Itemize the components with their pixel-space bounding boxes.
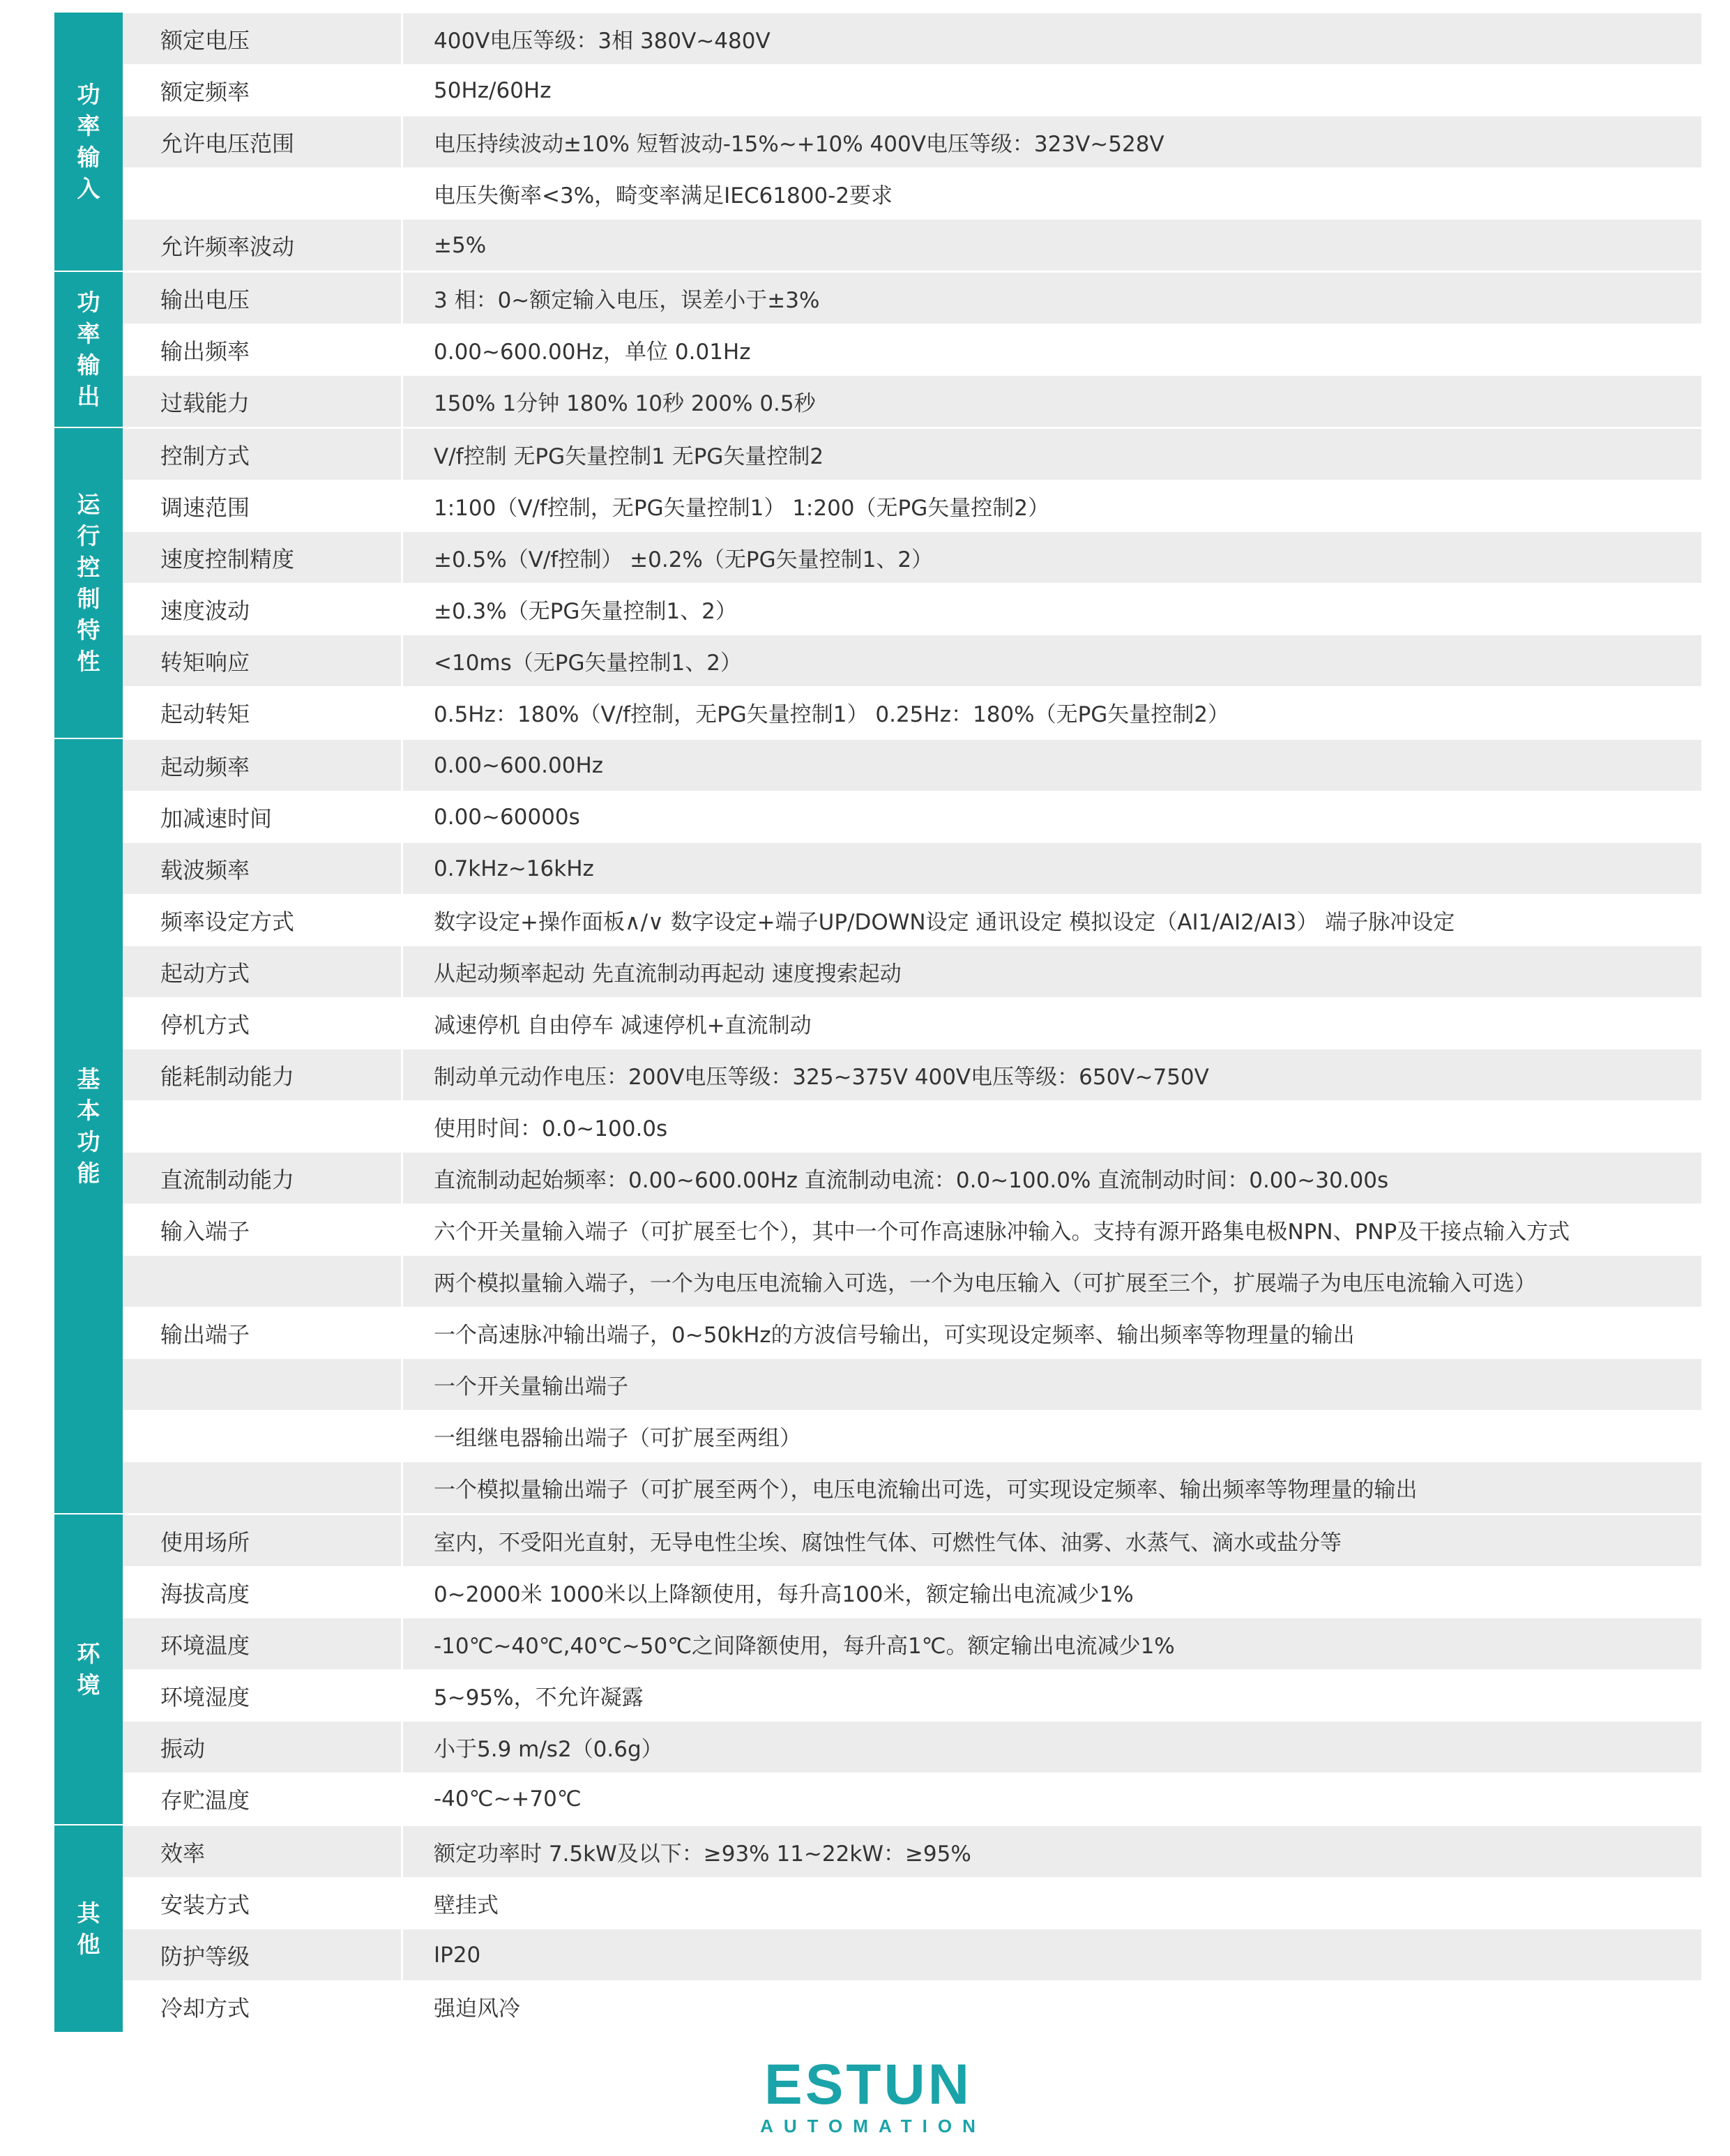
param-value: ±0.3%（无PG矢量控制1、2）: [434, 599, 737, 624]
spec-row: [123, 997, 1701, 1049]
param-name: [123, 1411, 403, 1462]
spec-row: [123, 1772, 1701, 1824]
param-value: -40℃~+70℃: [434, 1786, 582, 1812]
param-value: 电压持续波动±10% 短暂波动-15%~+10% 400V电压等级：323V~528V: [434, 132, 1164, 157]
param-name: 能耗制动能力: [123, 1049, 403, 1100]
param-value: 一个高速脉冲输出端子，0~50kHz的方波信号输出，可实现设定频率、输出频率等物理量的输出: [434, 1323, 1355, 1348]
spec-row: [123, 1255, 1701, 1307]
spec-row: [123, 1462, 1701, 1513]
param-name: 振动: [123, 1722, 403, 1772]
section-label-text: 功率输入: [77, 81, 100, 202]
spec-row: [123, 428, 1701, 480]
spec-section: [54, 739, 1701, 1514]
param-name: 控制方式: [123, 429, 403, 480]
spec-row: [123, 583, 1701, 635]
param-name: 输出电压: [123, 273, 403, 324]
param-name: 环境温度: [123, 1618, 403, 1669]
spec-row: [123, 894, 1701, 946]
spec-table: [54, 13, 1701, 2033]
section-label-text: 基本功能: [77, 1065, 100, 1187]
spec-row: [123, 1877, 1701, 1929]
section-label-text: 其他: [77, 1899, 100, 1958]
spec-row: [123, 1410, 1701, 1462]
spec-row: [123, 375, 1701, 427]
estun-logo: [750, 2053, 987, 2137]
section-label: [54, 1514, 123, 1824]
param-name: 直流制动能力: [123, 1153, 403, 1204]
spec-row: [123, 1100, 1701, 1152]
spec-row: [123, 1825, 1701, 1877]
param-value: 小于5.9 m/s2（0.6g）: [434, 1737, 663, 1762]
param-value: 1:100（V/f控制，无PG矢量控制1） 1:200（无PG矢量控制2）: [434, 496, 1049, 521]
param-value: 400V电压等级：3相 380V~480V: [434, 29, 771, 54]
param-value: 一个模拟量输出端子（可扩展至两个），电压电流输出可选，可实现设定频率、输出频率等物理量的输出: [434, 1478, 1418, 1503]
spec-row: [123, 480, 1701, 531]
param-name: 环境湿度: [123, 1670, 403, 1721]
param-name: 安装方式: [123, 1878, 403, 1929]
param-value: 0.5Hz：180%（V/f控制，无PG矢量控制1） 0.25Hz：180%（无PG矢量控制2）: [434, 702, 1230, 727]
spec-row: [123, 167, 1701, 219]
param-name: 输入端子: [123, 1204, 403, 1255]
param-name: 防护等级: [123, 1929, 403, 1980]
spec-row: [123, 842, 1701, 894]
spec-row: [123, 324, 1701, 375]
param-value: -10℃~40℃,40℃~50℃之间降额使用，每升高1℃。额定输出电流减少1%: [434, 1634, 1175, 1659]
section-label: [54, 1825, 123, 2032]
param-name: 加减速时间: [123, 791, 403, 842]
param-name: [123, 1359, 403, 1410]
section-label-text: 运行控制特性: [77, 491, 100, 675]
param-name: 允许频率波动: [123, 220, 403, 271]
param-value: ±5%: [434, 232, 487, 258]
param-name: 速度波动: [123, 584, 403, 635]
spec-row: [123, 739, 1701, 791]
spec-section: [54, 428, 1701, 739]
param-name: 额定电压: [123, 13, 403, 64]
param-name: 起动方式: [123, 946, 403, 997]
param-name: 频率设定方式: [123, 895, 403, 946]
param-name: 输出端子: [123, 1307, 403, 1358]
param-value: 150% 1分钟 180% 10秒 200% 0.5秒: [434, 391, 816, 416]
spec-row: [123, 1358, 1701, 1410]
param-value: 0.00~60000s: [434, 804, 580, 830]
param-name: 输出频率: [123, 324, 403, 375]
param-name: 存贮温度: [123, 1773, 403, 1824]
param-value: 使用时间：0.0~100.0s: [434, 1116, 668, 1141]
spec-section: [54, 13, 1701, 272]
param-name: 使用场所: [123, 1515, 403, 1566]
param-name: 载波频率: [123, 843, 403, 894]
param-name: [123, 168, 403, 219]
section-label: [54, 13, 123, 271]
param-name: 允许电压范围: [123, 116, 403, 167]
param-name: 额定频率: [123, 65, 403, 116]
spec-row: [123, 635, 1701, 686]
spec-row: [123, 531, 1701, 583]
param-value: 壁挂式: [434, 1893, 499, 1918]
param-value: 数字设定+操作面板∧/∨ 数字设定+端子UP/DOWN设定 通讯设定 模拟设定（AI1/AI2/AI3） 端子脉冲设定: [434, 910, 1455, 935]
spec-row: [123, 1204, 1701, 1255]
param-name: [123, 1462, 403, 1513]
param-value: ±0.5%（V/f控制） ±0.2%（无PG矢量控制1、2）: [434, 547, 934, 572]
spec-row: [123, 272, 1701, 324]
param-value: 3 相：0~额定输入电压，误差小于±3%: [434, 288, 820, 313]
param-name: 停机方式: [123, 998, 403, 1049]
param-name: 效率: [123, 1826, 403, 1877]
spec-row: [123, 219, 1701, 271]
spec-row: [123, 686, 1701, 738]
param-value: 0~2000米 1000米以上降额使用，每升高100米，额定输出电流减少1%: [434, 1582, 1134, 1607]
spec-row: [123, 116, 1701, 167]
param-name: [123, 1256, 403, 1307]
spec-row: [123, 64, 1701, 116]
param-name: [123, 1101, 403, 1152]
section-label-text: 功率输出: [77, 289, 100, 410]
param-name: 冷却方式: [123, 1981, 403, 2032]
param-value: 额定功率时 7.5kW及以下：≥93% 11~22kW：≥95%: [434, 1842, 971, 1867]
param-name: 起动频率: [123, 740, 403, 791]
param-value: 0.7kHz~16kHz: [434, 856, 594, 881]
param-value: 0.00~600.00Hz，单位 0.01Hz: [434, 340, 751, 365]
param-name: 速度控制精度: [123, 532, 403, 583]
spec-row: [123, 1669, 1701, 1721]
logo-tagline: AUTOMATION: [760, 2116, 986, 2136]
spec-row: [123, 1721, 1701, 1772]
param-value: IP20: [434, 1942, 481, 1968]
param-value: 5~95%，不允许凝露: [434, 1685, 644, 1710]
spec-row: [123, 1049, 1701, 1100]
param-value: 一个开关量输出端子: [434, 1374, 628, 1399]
section-label: [54, 428, 123, 738]
section-label: [54, 739, 123, 1513]
param-value: 六个开关量输入端子（可扩展至七个），其中一个可作高速脉冲输入。支持有源开路集电极NPN、PNP及干接点输入方式: [434, 1220, 1570, 1245]
spec-row: [123, 13, 1701, 64]
spec-row: [123, 1929, 1701, 1980]
param-value: 制动单元动作电压：200V电压等级：325~375V 400V电压等级：650V~750V: [434, 1065, 1209, 1090]
param-name: 调速范围: [123, 480, 403, 531]
param-name: 海拔高度: [123, 1567, 403, 1618]
spec-section: [54, 1825, 1701, 2033]
param-value: V/f控制 无PG矢量控制1 无PG矢量控制2: [434, 444, 824, 469]
param-value: 强迫风冷: [434, 1996, 520, 2021]
spec-row: [123, 1514, 1701, 1566]
param-value: 从起动频率起动 先直流制动再起动 速度搜索起动: [434, 962, 902, 987]
param-value: 两个模拟量输入端子，一个为电压电流输入可选，一个为电压输入（可扩展至三个，扩展端子为电压电流输入可选）: [434, 1271, 1536, 1296]
spec-row: [123, 1152, 1701, 1204]
spec-section: [54, 272, 1701, 428]
section-label-text: 环境: [77, 1640, 100, 1699]
param-value: 室内，不受阳光直射，无导电性尘埃、腐蚀性气体、可燃性气体、油雾、水蒸气、滴水或盐分等: [434, 1531, 1342, 1556]
param-value: 50Hz/60Hz: [434, 77, 552, 103]
section-label: [54, 272, 123, 427]
param-name: 起动转矩: [123, 687, 403, 738]
spec-section: [54, 1514, 1701, 1825]
logo-name: ESTUN: [764, 2053, 972, 2116]
spec-row: [123, 1618, 1701, 1669]
param-value: 电压失衡率<3%，畸变率满足IEC61800-2要求: [434, 183, 893, 208]
param-value: 直流制动起始频率：0.00~600.00Hz 直流制动电流：0.0~100.0% 直流制动时间：0.00~30.00s: [434, 1168, 1389, 1193]
spec-row: [123, 1980, 1701, 2032]
param-value: 0.00~600.00Hz: [434, 752, 604, 778]
spec-row: [123, 791, 1701, 842]
param-value: <10ms（无PG矢量控制1、2）: [434, 651, 742, 676]
spec-row: [123, 946, 1701, 997]
param-name: 过载能力: [123, 376, 403, 427]
param-name: 转矩响应: [123, 635, 403, 686]
param-value: 一组继电器输出端子（可扩展至两组）: [434, 1426, 801, 1451]
param-value: 减速停机 自由停车 减速停机+直流制动: [434, 1013, 812, 1038]
spec-row: [123, 1307, 1701, 1358]
spec-row: [123, 1566, 1701, 1618]
